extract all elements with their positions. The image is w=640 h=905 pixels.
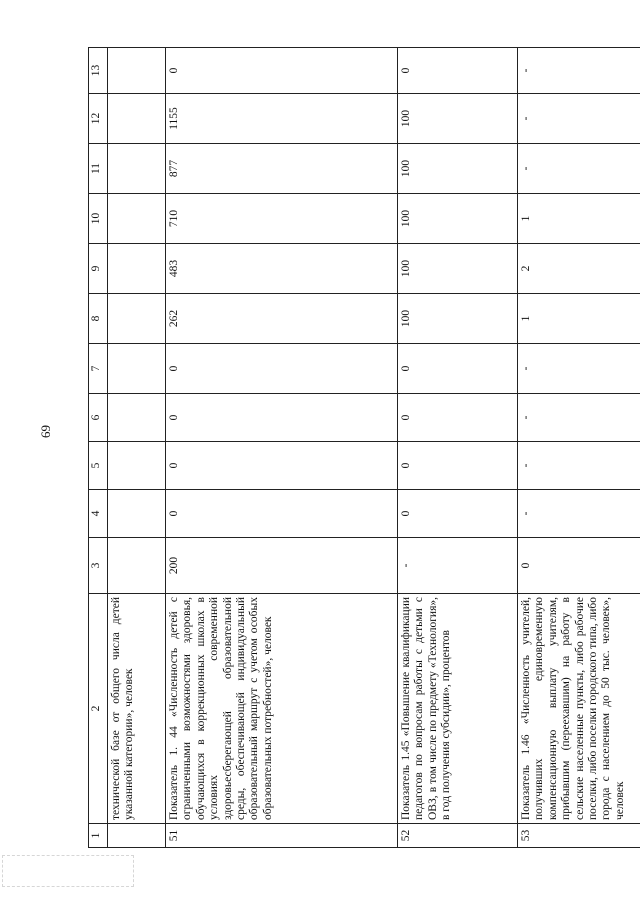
value-cell xyxy=(108,442,166,490)
header-cell: 4 xyxy=(89,490,108,538)
value-cell: 0 xyxy=(166,394,398,442)
value-cell: 100 xyxy=(398,194,518,244)
value-cell: - xyxy=(518,344,640,394)
header-cell: 5 xyxy=(89,442,108,490)
header-cell: 13 xyxy=(89,48,108,94)
header-cell: 8 xyxy=(89,294,108,344)
value-cell xyxy=(108,244,166,294)
value-cell: 2 xyxy=(518,244,640,294)
value-cell: 100 xyxy=(398,94,518,144)
value-cell: 0 xyxy=(166,48,398,94)
value-cell xyxy=(108,344,166,394)
header-cell: 2 xyxy=(89,594,108,824)
value-cell: 100 xyxy=(398,294,518,344)
header-row xyxy=(89,48,108,848)
value-cell xyxy=(108,94,166,144)
value-cell: 710 xyxy=(166,194,398,244)
value-cell: - xyxy=(398,538,518,594)
value-cell: 0 xyxy=(166,442,398,490)
row-number xyxy=(108,824,166,848)
value-cell: 0 xyxy=(398,442,518,490)
page-number: 69 xyxy=(38,425,53,438)
value-cell xyxy=(108,294,166,344)
indicator-description: Показатель 1.45 «Повышение квалификации педагогов по вопросам работы с детьми с ОВЗ, в том числе по предмету «Технология», в год получения субсидии», процентов xyxy=(398,594,518,824)
value-cell: 483 xyxy=(166,244,398,294)
value-cell: 262 xyxy=(166,294,398,344)
value-cell: 100 xyxy=(398,244,518,294)
value-cell: 0 xyxy=(518,538,640,594)
value-cell xyxy=(108,48,166,94)
value-cell: 0 xyxy=(166,344,398,394)
value-cell xyxy=(108,194,166,244)
value-cell: - xyxy=(518,490,640,538)
table-row xyxy=(518,48,640,848)
row-number: 53 xyxy=(518,824,640,848)
value-cell xyxy=(108,538,166,594)
value-cell: 0 xyxy=(398,490,518,538)
row-number: 52 xyxy=(398,824,518,848)
value-cell: - xyxy=(518,442,640,490)
indicator-description: Показатель 1. 44 «Численность детей с ограниченными возможностями здоровья, обучающихся в коррекционных школах в условиях современной здоровьесберегающей образовательной среды, обеспечивающей индивидуальный образовательный маршрут с учетом особых образовательных потребностей», человек xyxy=(166,594,398,824)
value-cell: 200 xyxy=(166,538,398,594)
row-number: 51 xyxy=(166,824,398,848)
header-cell: 10 xyxy=(89,194,108,244)
value-cell: - xyxy=(518,144,640,194)
value-cell: 1155 xyxy=(166,94,398,144)
value-cell xyxy=(108,394,166,442)
value-cell xyxy=(108,490,166,538)
value-cell xyxy=(108,144,166,194)
value-cell: 100 xyxy=(398,144,518,194)
table-row xyxy=(398,48,518,848)
value-cell: 0 xyxy=(166,490,398,538)
value-cell: - xyxy=(518,48,640,94)
rotated-table-wrapper xyxy=(88,48,626,848)
table-row xyxy=(166,48,398,848)
header-cell: 3 xyxy=(89,538,108,594)
indicator-description: технической базе от общего числа детей указанной категории», человек xyxy=(108,594,166,824)
header-cell: 11 xyxy=(89,144,108,194)
value-cell: 1 xyxy=(518,294,640,344)
header-cell: 6 xyxy=(89,394,108,442)
value-cell: 1 xyxy=(518,194,640,244)
table-row xyxy=(108,48,166,848)
header-cell: 12 xyxy=(89,94,108,144)
value-cell: 0 xyxy=(398,48,518,94)
value-cell: 0 xyxy=(398,344,518,394)
header-cell: 7 xyxy=(89,344,108,394)
value-cell: - xyxy=(518,94,640,144)
indicators-table xyxy=(88,47,640,848)
value-cell: 0 xyxy=(398,394,518,442)
header-cell: 1 xyxy=(89,824,108,848)
value-cell: - xyxy=(518,394,640,442)
scan-stamp xyxy=(2,855,134,887)
value-cell: 877 xyxy=(166,144,398,194)
header-cell: 9 xyxy=(89,244,108,294)
indicator-description: Показатель 1.46 «Численность учителей, получивших единовременную компенсационную выплату учителям, прибывшим (переехавшим) на работу в сельские населенные пункты, либо рабочие поселки, либо поселки городского типа, либо города с населением до 50 тыс. человек», человек xyxy=(518,594,640,824)
